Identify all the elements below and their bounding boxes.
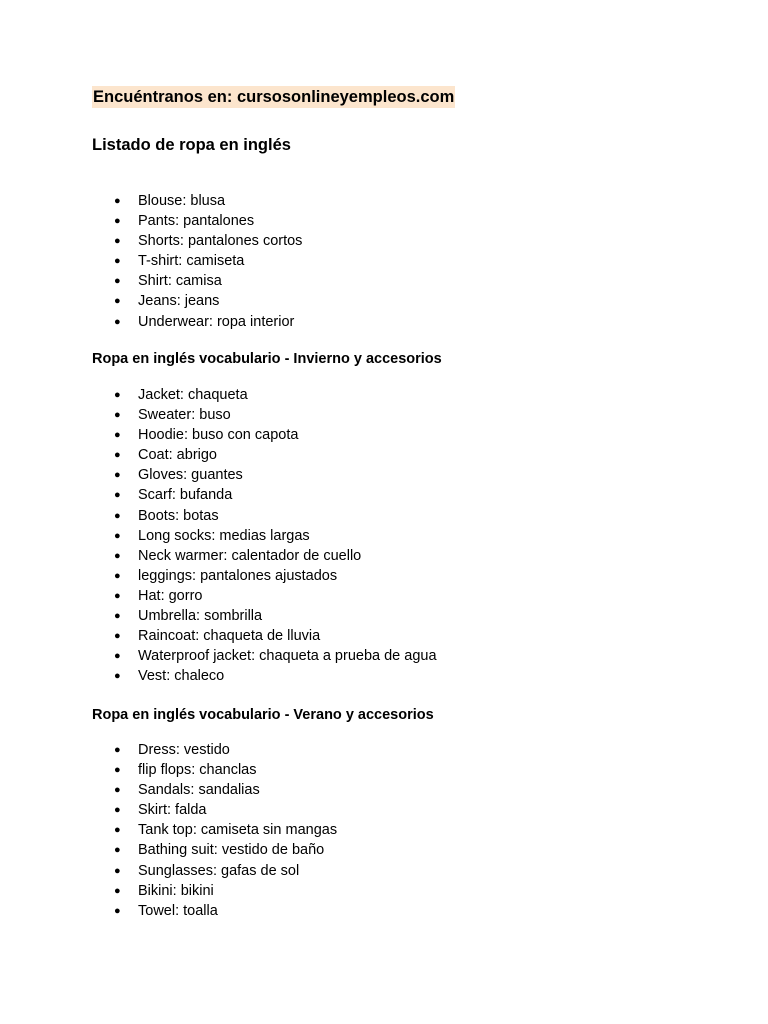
bullet-icon: ● bbox=[114, 195, 121, 207]
list-item: ● Underwear: ropa interior bbox=[0, 312, 302, 332]
bullet-icon: ● bbox=[114, 904, 121, 917]
bullet-icon: ● bbox=[114, 864, 121, 877]
bullet-icon: ● bbox=[114, 215, 121, 228]
bullet-icon: ● bbox=[114, 844, 121, 857]
bullet-icon: ● bbox=[114, 569, 121, 582]
list-item: ● T-shirt: camiseta bbox=[0, 251, 302, 271]
bullet-icon: ● bbox=[114, 529, 121, 542]
bullet-icon: ● bbox=[114, 549, 121, 562]
list-item: ● Tank top: camiseta sin mangas bbox=[0, 820, 337, 840]
bullet-icon: ● bbox=[114, 784, 121, 797]
list-item: ● Waterproof jacket: chaqueta a prueba de agua bbox=[0, 646, 437, 666]
list-item: ● Bathing suit: vestido de baño bbox=[0, 840, 337, 860]
bullet-icon: ● bbox=[114, 670, 121, 683]
list-item: ● Vest: chaleco bbox=[0, 666, 437, 686]
bullet-icon: ● bbox=[114, 589, 121, 602]
list-item: ● Neck warmer: calentador de cuello bbox=[0, 546, 437, 566]
bullet-icon: ● bbox=[114, 610, 121, 623]
list-item: ● Scarf: bufanda bbox=[0, 485, 437, 505]
section-heading-winter: Ropa en inglés vocabulario - Invierno y accesorios bbox=[92, 351, 442, 367]
bullet-icon: ● bbox=[114, 824, 121, 837]
list-item: ● Umbrella: sombrilla bbox=[0, 606, 437, 626]
list-item: ● Dress: vestido bbox=[0, 740, 337, 760]
list-item: ● Shorts: pantalones cortos bbox=[0, 231, 302, 251]
bullet-icon: ● bbox=[114, 764, 121, 777]
list-item: ● Shirt: camisa bbox=[0, 271, 302, 291]
list-item: ● flip flops: chanclas bbox=[0, 760, 337, 780]
clothing-list-summer bbox=[0, 740, 337, 921]
list-item: ● Jeans: jeans bbox=[0, 291, 302, 311]
page-title: Listado de ropa en inglés bbox=[92, 136, 291, 154]
list-item: ● Boots: botas bbox=[0, 506, 437, 526]
bullet-icon: ● bbox=[114, 255, 121, 268]
list-item: ● Sunglasses: gafas de sol bbox=[0, 861, 337, 881]
list-item: ● Blouse: blusa bbox=[0, 191, 302, 211]
bullet-icon: ● bbox=[114, 804, 121, 817]
clothing-list-basic bbox=[0, 191, 302, 332]
bullet-icon: ● bbox=[114, 295, 121, 308]
bullet-icon: ● bbox=[114, 744, 121, 756]
list-item: ● Gloves: guantes bbox=[0, 465, 437, 485]
clothing-list-winter bbox=[0, 385, 437, 686]
list-item: ● Jacket: chaqueta bbox=[0, 385, 437, 405]
section-heading-summer: Ropa en inglés vocabulario - Verano y accesorios bbox=[92, 707, 434, 723]
bullet-icon: ● bbox=[114, 409, 121, 422]
bullet-icon: ● bbox=[114, 509, 121, 522]
list-item: ● Hoodie: buso con capota bbox=[0, 425, 437, 445]
list-item: ● Skirt: falda bbox=[0, 800, 337, 820]
bullet-icon: ● bbox=[114, 489, 121, 502]
bullet-icon: ● bbox=[114, 449, 121, 462]
list-item: ● Coat: abrigo bbox=[0, 445, 437, 465]
list-item: ● Long socks: medias largas bbox=[0, 526, 437, 546]
bullet-icon: ● bbox=[114, 389, 121, 401]
list-item: ● leggings: pantalones ajustados bbox=[0, 566, 437, 586]
list-item: ● Hat: gorro bbox=[0, 586, 437, 606]
bullet-icon: ● bbox=[114, 650, 121, 663]
list-item: ● Sandals: sandalias bbox=[0, 780, 337, 800]
list-item: ● Sweater: buso bbox=[0, 405, 437, 425]
list-item: ● Pants: pantalones bbox=[0, 211, 302, 231]
list-item: ● Towel: toalla bbox=[0, 901, 337, 921]
bullet-icon: ● bbox=[114, 429, 121, 442]
site-banner: Encuéntranos en: cursosonlineyempleos.com bbox=[93, 88, 455, 106]
list-item: ● Bikini: bikini bbox=[0, 881, 337, 901]
bullet-icon: ● bbox=[114, 315, 121, 328]
bullet-icon: ● bbox=[114, 884, 121, 897]
bullet-icon: ● bbox=[114, 630, 121, 643]
list-item: ● Raincoat: chaqueta de lluvia bbox=[0, 626, 437, 646]
bullet-icon: ● bbox=[114, 469, 121, 482]
bullet-icon: ● bbox=[114, 275, 121, 288]
bullet-icon: ● bbox=[114, 235, 121, 248]
